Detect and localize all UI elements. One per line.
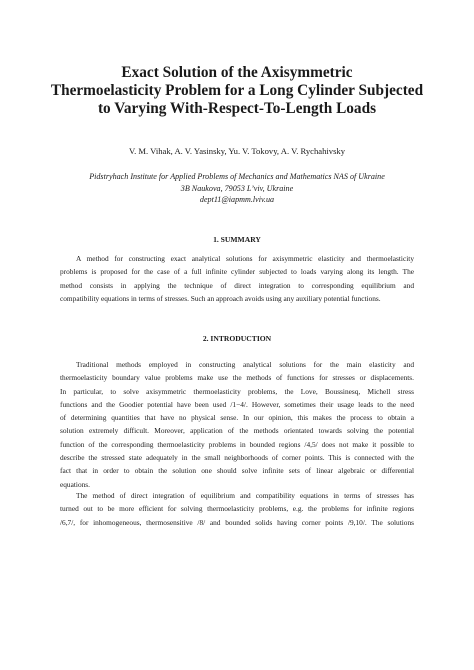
paper-title [30,64,444,118]
text-line: functions and the Goodier potential have been used /1−4/. However, sometimes their usage leads to the need [60,399,414,409]
title-line: Exact Solution of the Axisymmetric [121,64,353,81]
text-line: method consists in applying the technique of direct integration to corresponding equilibrium and [60,280,414,290]
introduction-paragraph-2 [60,489,414,529]
text-line: compatibility equations in terms of stresses. Such an approach avoids using any auxiliary potential functions. [60,293,381,303]
title-line: Thermoelasticity Problem for a Long Cylinder Subjected [50,82,424,99]
text-line: fact that in order to obtain the solution one should solve infinite sets of linear algebraic or differential [60,466,414,476]
text-line: turned out to be more efficient for solving thermoelasticity problems, e.g. the problems for infinite regions [60,504,414,514]
title-line: to Varying With-Respect-To-Length Loads [97,100,377,117]
text-line: of determining quantities that have no physical sense. In our opinion, this makes the process to obtain a [60,413,414,423]
affiliation-block [30,171,444,206]
summary-heading: 1. SUMMARY [213,235,261,244]
introduction-heading: 2. INTRODUCTION [202,334,272,343]
text-line: A method for constructing exact analytical solutions for axisymmetric elasticity and thermoelasticity [76,254,414,263]
text-line: problems is proposed for the case of a full infinite cylinder subjected to loads varying along its length. The [60,267,414,277]
affiliation-institute: Pidstryhach Institute for Applied Problems of Mechanics and Mathematics NAS of Ukraine [89,172,385,181]
text-line: function of the corresponding thermoelasticity problems in bounded regions /4,5/ does not make it possible to [60,439,414,449]
text-line: thermoelasticity boundary value problems make use the methods of functions for stresses or displacements. [60,373,414,383]
text-line: The method of direct integration of equilibrium and compatibility equations in terms of stresses has [76,491,414,500]
text-line: /6,7/, for inhomogeneous, thermosensitive /8/ and bounded solids having corner points /9,10/. The solutions [60,517,414,527]
author-list: V. M. Vihak, A. V. Yasinsky, Yu. V. Tokovy, A. V. Rychahivsky [128,146,346,156]
text-line: In particular, to solve axisymmetric thermoelasticity problems, the Love, Boussinesq, Michell stress [60,386,414,396]
text-line: Traditional methods employed in constructing analytical solutions for the main elasticity and [76,360,414,369]
text-line: equations. [60,479,90,489]
introduction-paragraph-1 [60,358,414,491]
text-line: describe the stressed state adequately in the small neighborhoods of corner points. This is connected with the [60,453,414,463]
affiliation-address: 3B Naukova, 79053 L’viv, Ukraine [180,183,294,193]
affiliation-email: dept11@iapmm.lviv.ua [199,195,275,204]
text-line: solution extremely difficult. Moreover, application of the methods orientated towards solving the potential [60,426,414,436]
summary-paragraph [60,252,414,305]
